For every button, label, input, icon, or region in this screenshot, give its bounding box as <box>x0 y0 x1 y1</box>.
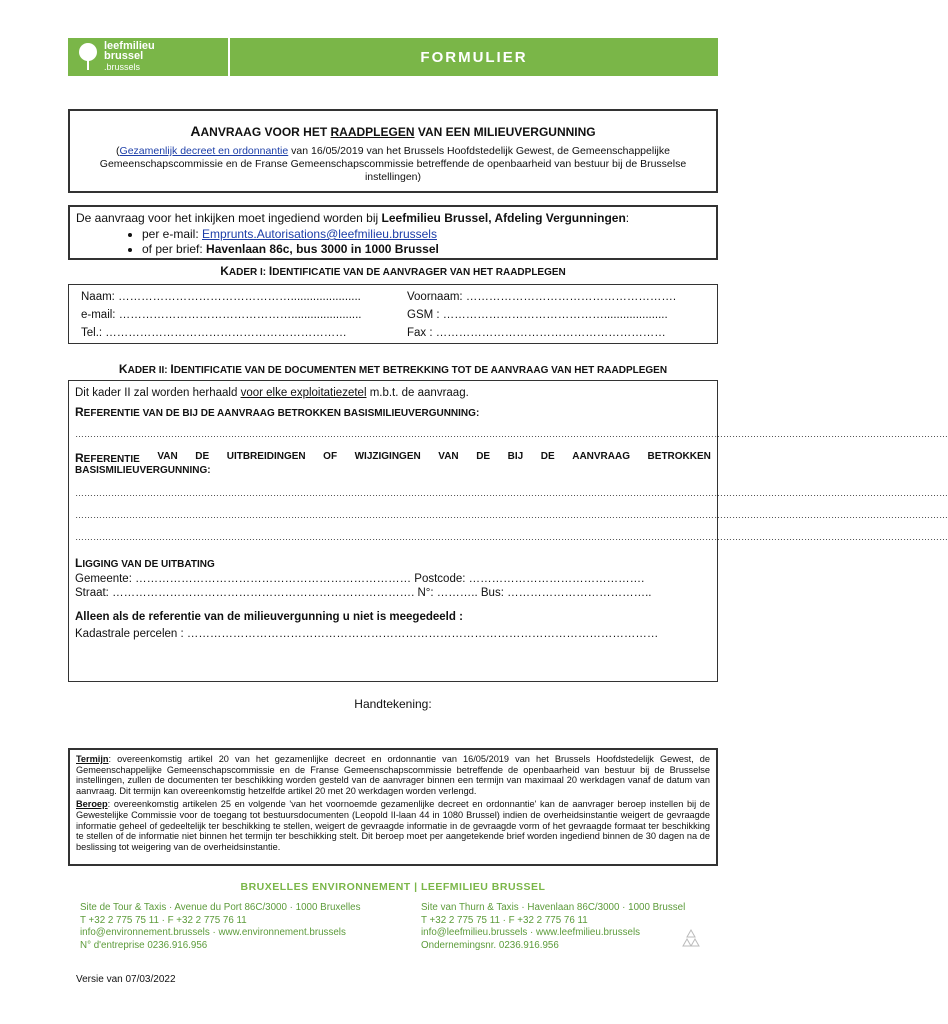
title-box <box>68 109 718 193</box>
gemeente-field[interactable]: Gemeente: ……………………………………………………………… <box>75 573 412 585</box>
base-permit-field[interactable]: ………………………………………………………………………………………………………………………………………………………………………………………………………………………………………………………………… <box>75 429 948 439</box>
tel-field[interactable]: Tel.: ……………………………………………………… <box>81 327 347 339</box>
bus-field[interactable]: Bus: ……………………………….. <box>480 587 652 599</box>
documents-section <box>68 380 948 682</box>
logo <box>68 38 228 76</box>
heading-word: BIJ <box>507 451 524 462</box>
form-banner: FORMULIER <box>230 38 718 76</box>
heading-word: DE <box>476 451 491 462</box>
gsm-field[interactable]: GSM : …………………………………….................... <box>407 309 668 321</box>
voornaam-field[interactable]: Voornaam: ………………………………………………. <box>407 291 677 303</box>
email-option: • per e-mail: Emprunts.Autorisations@leefmilieu.brussels <box>142 227 710 242</box>
tree-logo-icon <box>76 42 100 72</box>
heading-word: VAN <box>157 451 178 462</box>
signature-label: Handtekening: <box>354 697 432 711</box>
logo-subtext: .brussels <box>104 62 141 72</box>
email-link[interactable]: Emprunts.Autorisations@leefmilieu.brussels <box>202 227 437 241</box>
street-row <box>75 587 711 599</box>
municipality-row <box>75 573 711 585</box>
extension-field-2[interactable]: ………………………………………………………………………………………………………………………………………………………………………………………………………………………………………………………………… <box>75 510 948 520</box>
repeat-note: Dit kader II zal worden herhaald voor elke exploitatiezetel m.b.t. de aanvraag. <box>75 387 469 399</box>
section-title-kader-1: KADER I: IDENTIFICATIE VAN DE AANVRAGER VAN HET RAADPLEGEN <box>220 264 566 278</box>
footer-title: BRUXELLES ENVIRONNEMENT | LEEFMILIEU BRUSSEL <box>240 881 546 893</box>
heading-word: OF <box>323 451 338 462</box>
extension-field-3[interactable]: ………………………………………………………………………………………………………………………………………………………………………………………………………………………………………………………………… <box>75 532 948 542</box>
submission-info: De aanvraag voor het inkijken moet ingediend worden bij Leefmilieu Brussel, Afdeling Vergunningen: • per e-mail: Emprunts.Autorisations@leefmilieu.brussels • of per brief: Havenlaan 86c, bus 3000 in 1000 Brussel <box>68 205 718 260</box>
page-title: AANVRAAG VOOR HET RAADPLEGEN VAN EEN MILIEUVERGUNNING <box>190 123 596 139</box>
applicant-section <box>68 284 718 344</box>
termijn-note: Termijn: overeenkomstig artikel 20 van het gezamenlijke decreet en ordonnantie van 16/05/2019 van het Brussels Hoofdstedelijk Gewest, de Gemeenschappelijke Gemeenschapscommissie en de Franse Gemeenschapscommissie betreffende de openbaarheid van bestuur bij de Brusselse instellingen, zullen de documenten ter beschikking worden gesteld van de aanvrager binnen een termijn van maximaal 20 werkdagen vanaf de datum van aanvraag. Dit termijn kan overeenkomstig hetzelfde artikel 20 met 20 werkdagen worden verlengd. <box>76 754 710 796</box>
address-dutch: Site van Thurn & Taxis · Havenlaan 86C/3000 · 1000 Brussel T +32 2 775 75 11 · F +32 2 775 76 11 info@leefmilieu.brussels · www.leefmilieu.brussels Ondernemingsnr. 0236.916.956 <box>421 902 686 951</box>
heading-word: VAN <box>438 451 459 462</box>
nr-field[interactable]: N°: ……….. <box>417 587 478 599</box>
recycle-icon <box>680 928 702 950</box>
extension-field-1[interactable]: ………………………………………………………………………………………………………………………………………………………………………………………………………………………………………………………………… <box>75 488 948 498</box>
extension-heading <box>75 451 711 465</box>
section-title-kader-2: KADER II: IDENTIFICATIE VAN DE DOCUMENTEN MET BETREKKING TOT DE AANVRAAG VAN HET RAADPLEGEN <box>118 362 668 376</box>
naam-field[interactable]: Naam: ………………………………………...................... <box>81 291 361 303</box>
heading-word: UITBREIDINGEN <box>226 451 306 462</box>
logo-text: leefmilieu brussel <box>104 40 155 62</box>
heading-word: REFERENTIE <box>75 451 140 465</box>
heading-word: WIJZIGINGEN <box>354 451 421 462</box>
location-heading: LIGGING VAN DE UITBATING <box>75 556 215 570</box>
heading-word: AANVRAAG <box>572 451 630 462</box>
heading-word: DE <box>540 451 555 462</box>
legal-notes <box>68 748 718 866</box>
fax-field[interactable]: Fax : …………………………………………………… <box>407 327 666 339</box>
legal-reference: (Gezamenlijk decreet en ordonnantie van 16/05/2019 van het Brussels Hoofdstedelijk Gewest, de Gemeenschappelijke Gemeenschapscommissie en de Franse Gemeenschapscommissie betreffende de openbaarheid van bestuur bij de Brusselse instellingen) <box>99 145 687 183</box>
heading-word: DE <box>195 451 210 462</box>
cadastral-heading: Alleen als de referentie van de milieuvergunning u niet is meegedeeld : <box>75 611 463 623</box>
letter-option: • of per brief: Havenlaan 86c, bus 3000 in 1000 Brussel <box>142 242 710 257</box>
base-permit-heading: REFERENTIE VAN DE BIJ DE AANVRAAG BETROKKEN BASISMILIEUVERGUNNING: <box>75 405 480 419</box>
cadastral-field[interactable]: Kadastrale percelen : …………………………………………………………………………………………………………… <box>75 628 659 640</box>
version-label: Versie van 07/03/2022 <box>76 974 176 985</box>
postcode-field[interactable]: Postcode: ………………………………………. <box>414 573 645 585</box>
email-field[interactable]: e-mail: ………………………………………...................... <box>81 309 362 321</box>
address-french: Site de Tour & Taxis · Avenue du Port 86C/3000 · 1000 Bruxelles T +32 2 775 75 11 · F +32 2 775 76 11 info@environnement.brussels · www.environnement.brussels N° d'entreprise 0236.916.956 <box>80 902 361 951</box>
decree-link[interactable]: Gezamenlijk decreet en ordonnantie <box>119 145 289 157</box>
straat-field[interactable]: Straat: ……………………………………………………………………. <box>75 587 415 599</box>
beroep-note: Beroep: overeenkomstig artikelen 25 en volgende 'van het voornoemde gezamenlijke decreet en ordonnantie' kan de aanvrager beroep instellen bij de Gewestelijke Commissie voor de toegang tot bestuursdocumenten (Leopold II-laan 44 in 1080 Brussel) indien de overheidsinstantie weigert de gevraagde informatie geheel of gedeeltelijk ter beschikking te stellen, weigert de gevraagde informatie in de gevraagde vorm of het gevraagde formaat ter beschikking te stellen of de informatie niet binnen het termijn ter beschikking stelt. Dit beroep moet per aangetekende brief worden ingediend binnen de 30 dagen na de beslissing tot weigering van de overheidsinstantie. <box>76 799 710 852</box>
extension-heading-line2: BASISMILIEUVERGUNNING: <box>75 465 211 476</box>
heading-word: BETROKKEN <box>647 451 711 462</box>
